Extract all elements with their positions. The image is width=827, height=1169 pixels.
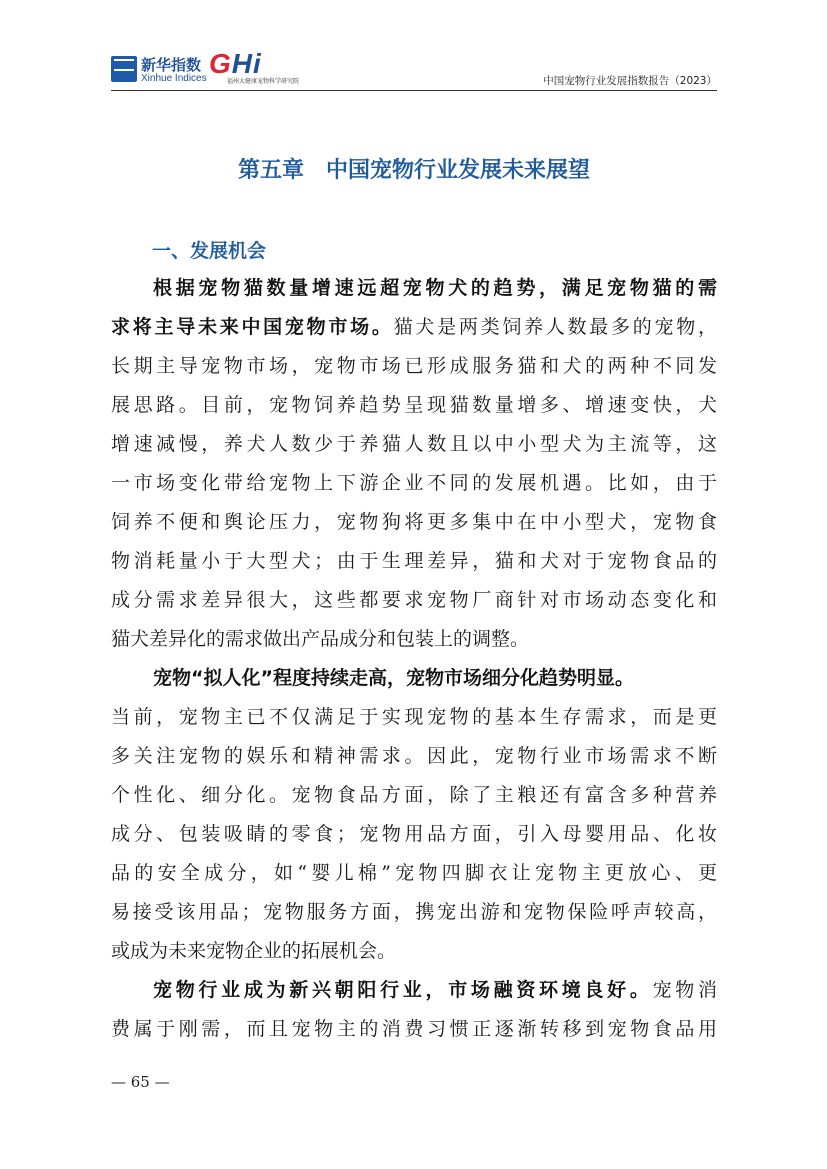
paragraph-3-line-2: 费属于刚需，而且宠物主的消费习惯正逐渐转移到宠物食品用	[111, 1018, 717, 1040]
ghi-logo	[209, 50, 301, 86]
paragraph-2-line-3: 多关注宠物的娱乐和精神需求。因此，宠物行业市场需求不断	[111, 745, 717, 767]
xinhua-logo-cn: 新华指数	[141, 56, 202, 74]
paragraph-1-line-10: 猫犬差异化的需求做出产品成分和包装上的调整。	[111, 628, 530, 650]
paragraph-1-line-8: 物消耗量小于大型犬；由于生理差异，猫和犬对于宠物食品的	[111, 550, 717, 572]
paragraph-2-line-6: 品的安全成分，如“婴儿棉”宠物四脚衣让宠物主更放心、更	[111, 862, 717, 884]
paragraph-3-line-1	[153, 973, 717, 1007]
paragraph-1-line-4: 展思路。目前，宠物饲养趋势呈现猫数量增多、增速变快，犬	[111, 394, 717, 416]
paragraph-1-bold-lead-1: 根据宠物猫数量增速远超宠物犬的趋势，满足宠物猫的需	[153, 277, 717, 299]
paragraph-1-line-2	[111, 310, 717, 344]
paragraph-1-text: 猫犬是两类饲养人数最多的宠物，	[393, 316, 717, 338]
ghi-logo-hi: Hi	[231, 48, 262, 79]
paragraph-1-line-6: 一市场变化带给宠物上下游企业不同的发展机遇。比如，由于	[111, 472, 717, 494]
paragraph-3-text: 宠物消	[652, 979, 717, 1001]
paragraph-1-line-7: 饲养不便和舆论压力，宠物狗将更多集中在中小型犬，宠物食	[111, 511, 717, 533]
paragraph-1-line-3: 长期主导宠物市场，宠物市场已形成服务猫和犬的两种不同发	[111, 355, 717, 377]
paragraph-1-line-5: 增速减慢，养犬人数少于养猫人数且以中小型犬为主流等，这	[111, 433, 717, 455]
chapter-title: 第五章 中国宠物行业发展未来展望	[237, 158, 590, 183]
header-divider	[111, 90, 717, 91]
paragraph-2-line-4: 个性化、细分化。宠物食品方面，除了主粮还有富含多种营养	[111, 784, 717, 806]
paragraph-2-bold-lead: 宠物“拟人化”程度持续走高，宠物市场细分化趋势明显。	[153, 667, 634, 689]
paragraph-3-bold-lead: 宠物行业成为新兴朝阳行业，市场融资环境良好。	[153, 979, 653, 1001]
paragraph-1-line-1	[153, 271, 717, 305]
ghi-logo-g: G	[209, 48, 232, 79]
paragraph-2-line-1	[153, 661, 717, 695]
xinhua-logo-mark-icon	[111, 56, 137, 82]
report-title: 中国宠物行业发展指数报告（2023）	[543, 75, 717, 87]
paragraph-2-line-2: 当前，宠物主已不仅满足于实现宠物的基本生存需求，而是更	[111, 706, 717, 728]
paragraph-2-line-8: 或成为未来宠物企业的拓展机会。	[111, 940, 397, 962]
ghi-logo-subtitle: 福州大健康宠物科学研究院	[227, 78, 300, 85]
paragraph-2-line-5: 成分、包装吸睛的零食；宠物用品方面，引入母婴用品、化妆	[111, 823, 717, 845]
paragraph-1-bold-lead-2: 求将主导未来中国宠物市场。	[111, 316, 394, 338]
page-number: — 65 —	[111, 1073, 170, 1091]
paragraph-2-line-7: 易接受该用品；宠物服务方面，携宠出游和宠物保险呼声较高，	[111, 901, 717, 923]
xinhua-indices-logo	[111, 55, 207, 87]
xinhua-logo-en: Xinhue Indices	[141, 73, 207, 84]
paragraph-1-line-9: 成分需求差异很大，这些都要求宠物厂商针对市场动态变化和	[111, 589, 717, 611]
section-title: 一、发展机会	[152, 240, 267, 262]
page-header	[111, 50, 717, 90]
